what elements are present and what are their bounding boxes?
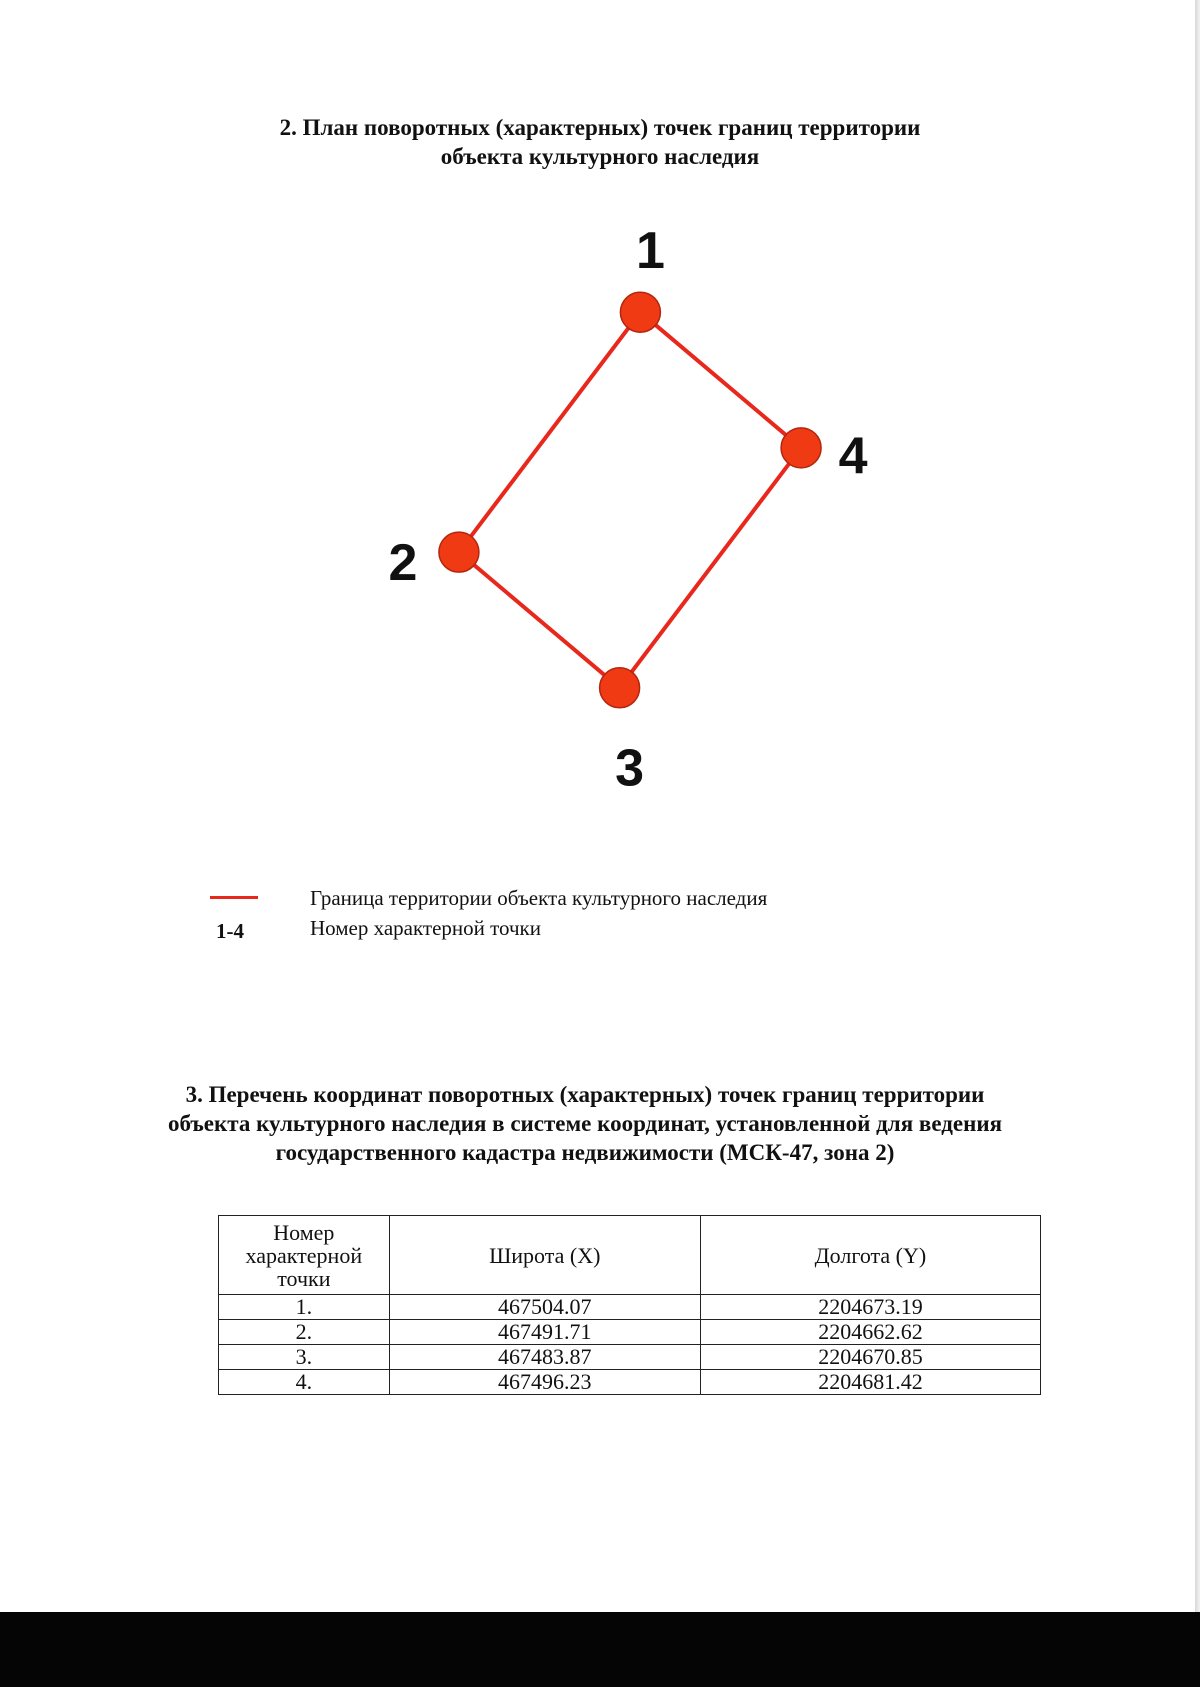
table-row — [219, 1295, 1041, 1320]
table-row — [219, 1345, 1041, 1370]
boundary-point-label-3: 3 — [615, 739, 645, 798]
boundary-point-marker-4 — [781, 428, 821, 468]
boundary-point-marker-1 — [620, 292, 660, 332]
cell-point-number: 3. — [219, 1345, 390, 1370]
header-point-number: Номер характерной точки — [219, 1216, 390, 1295]
table-row — [219, 1370, 1041, 1395]
legend-boundary-swatch — [210, 896, 258, 899]
boundary-polygon — [459, 312, 801, 688]
table-header-row — [219, 1216, 1041, 1295]
plan-heading-line-2: объекта культурного наследия — [440, 144, 760, 169]
legend-boundary-text: Граница территории объекта культурного наследия — [310, 886, 768, 910]
cell-latitude: 467491.71 — [389, 1320, 700, 1345]
header-latitude: Широта (X) — [389, 1216, 700, 1295]
coords-heading-line-3: государственного кадастра недвижимости (МСК-47, зона 2) — [275, 1140, 895, 1165]
cell-latitude: 467483.87 — [389, 1345, 700, 1370]
legend-point-text: Номер характерной точки — [310, 916, 541, 940]
cell-latitude: 467496.23 — [389, 1370, 700, 1395]
cell-point-number: 2. — [219, 1320, 390, 1345]
cell-longitude: 2204673.19 — [700, 1295, 1040, 1320]
coordinates-table — [218, 1215, 1041, 1395]
cell-longitude: 2204681.42 — [700, 1370, 1040, 1395]
cell-longitude: 2204662.62 — [700, 1320, 1040, 1345]
boundary-point-marker-3 — [600, 668, 640, 708]
plan-heading-line-1: 2. План поворотных (характерных) точек границ территории — [279, 115, 921, 140]
cell-point-number: 1. — [219, 1295, 390, 1320]
table-row — [219, 1320, 1041, 1345]
cell-point-number: 4. — [219, 1370, 390, 1395]
coords-heading — [60, 1080, 1110, 1167]
coords-heading-line-2: объекта культурного наследия в системе координат, установленной для ведения — [167, 1111, 1003, 1136]
boundary-point-label-2: 2 — [388, 533, 418, 592]
boundary-point-marker-2 — [439, 532, 479, 572]
legend-point-symbol: 1-4 — [216, 919, 244, 943]
header-longitude: Долгота (Y) — [700, 1216, 1040, 1295]
boundary-point-label-4: 4 — [838, 427, 868, 486]
cell-longitude: 2204670.85 — [700, 1345, 1040, 1370]
points-layer — [388, 222, 867, 798]
cell-latitude: 467504.07 — [389, 1295, 700, 1320]
coords-heading-line-1: 3. Перечень координат поворотных (характерных) точек границ территории — [185, 1082, 985, 1107]
boundary-point-label-1: 1 — [635, 221, 665, 280]
scan-bottom-border — [0, 1612, 1200, 1687]
